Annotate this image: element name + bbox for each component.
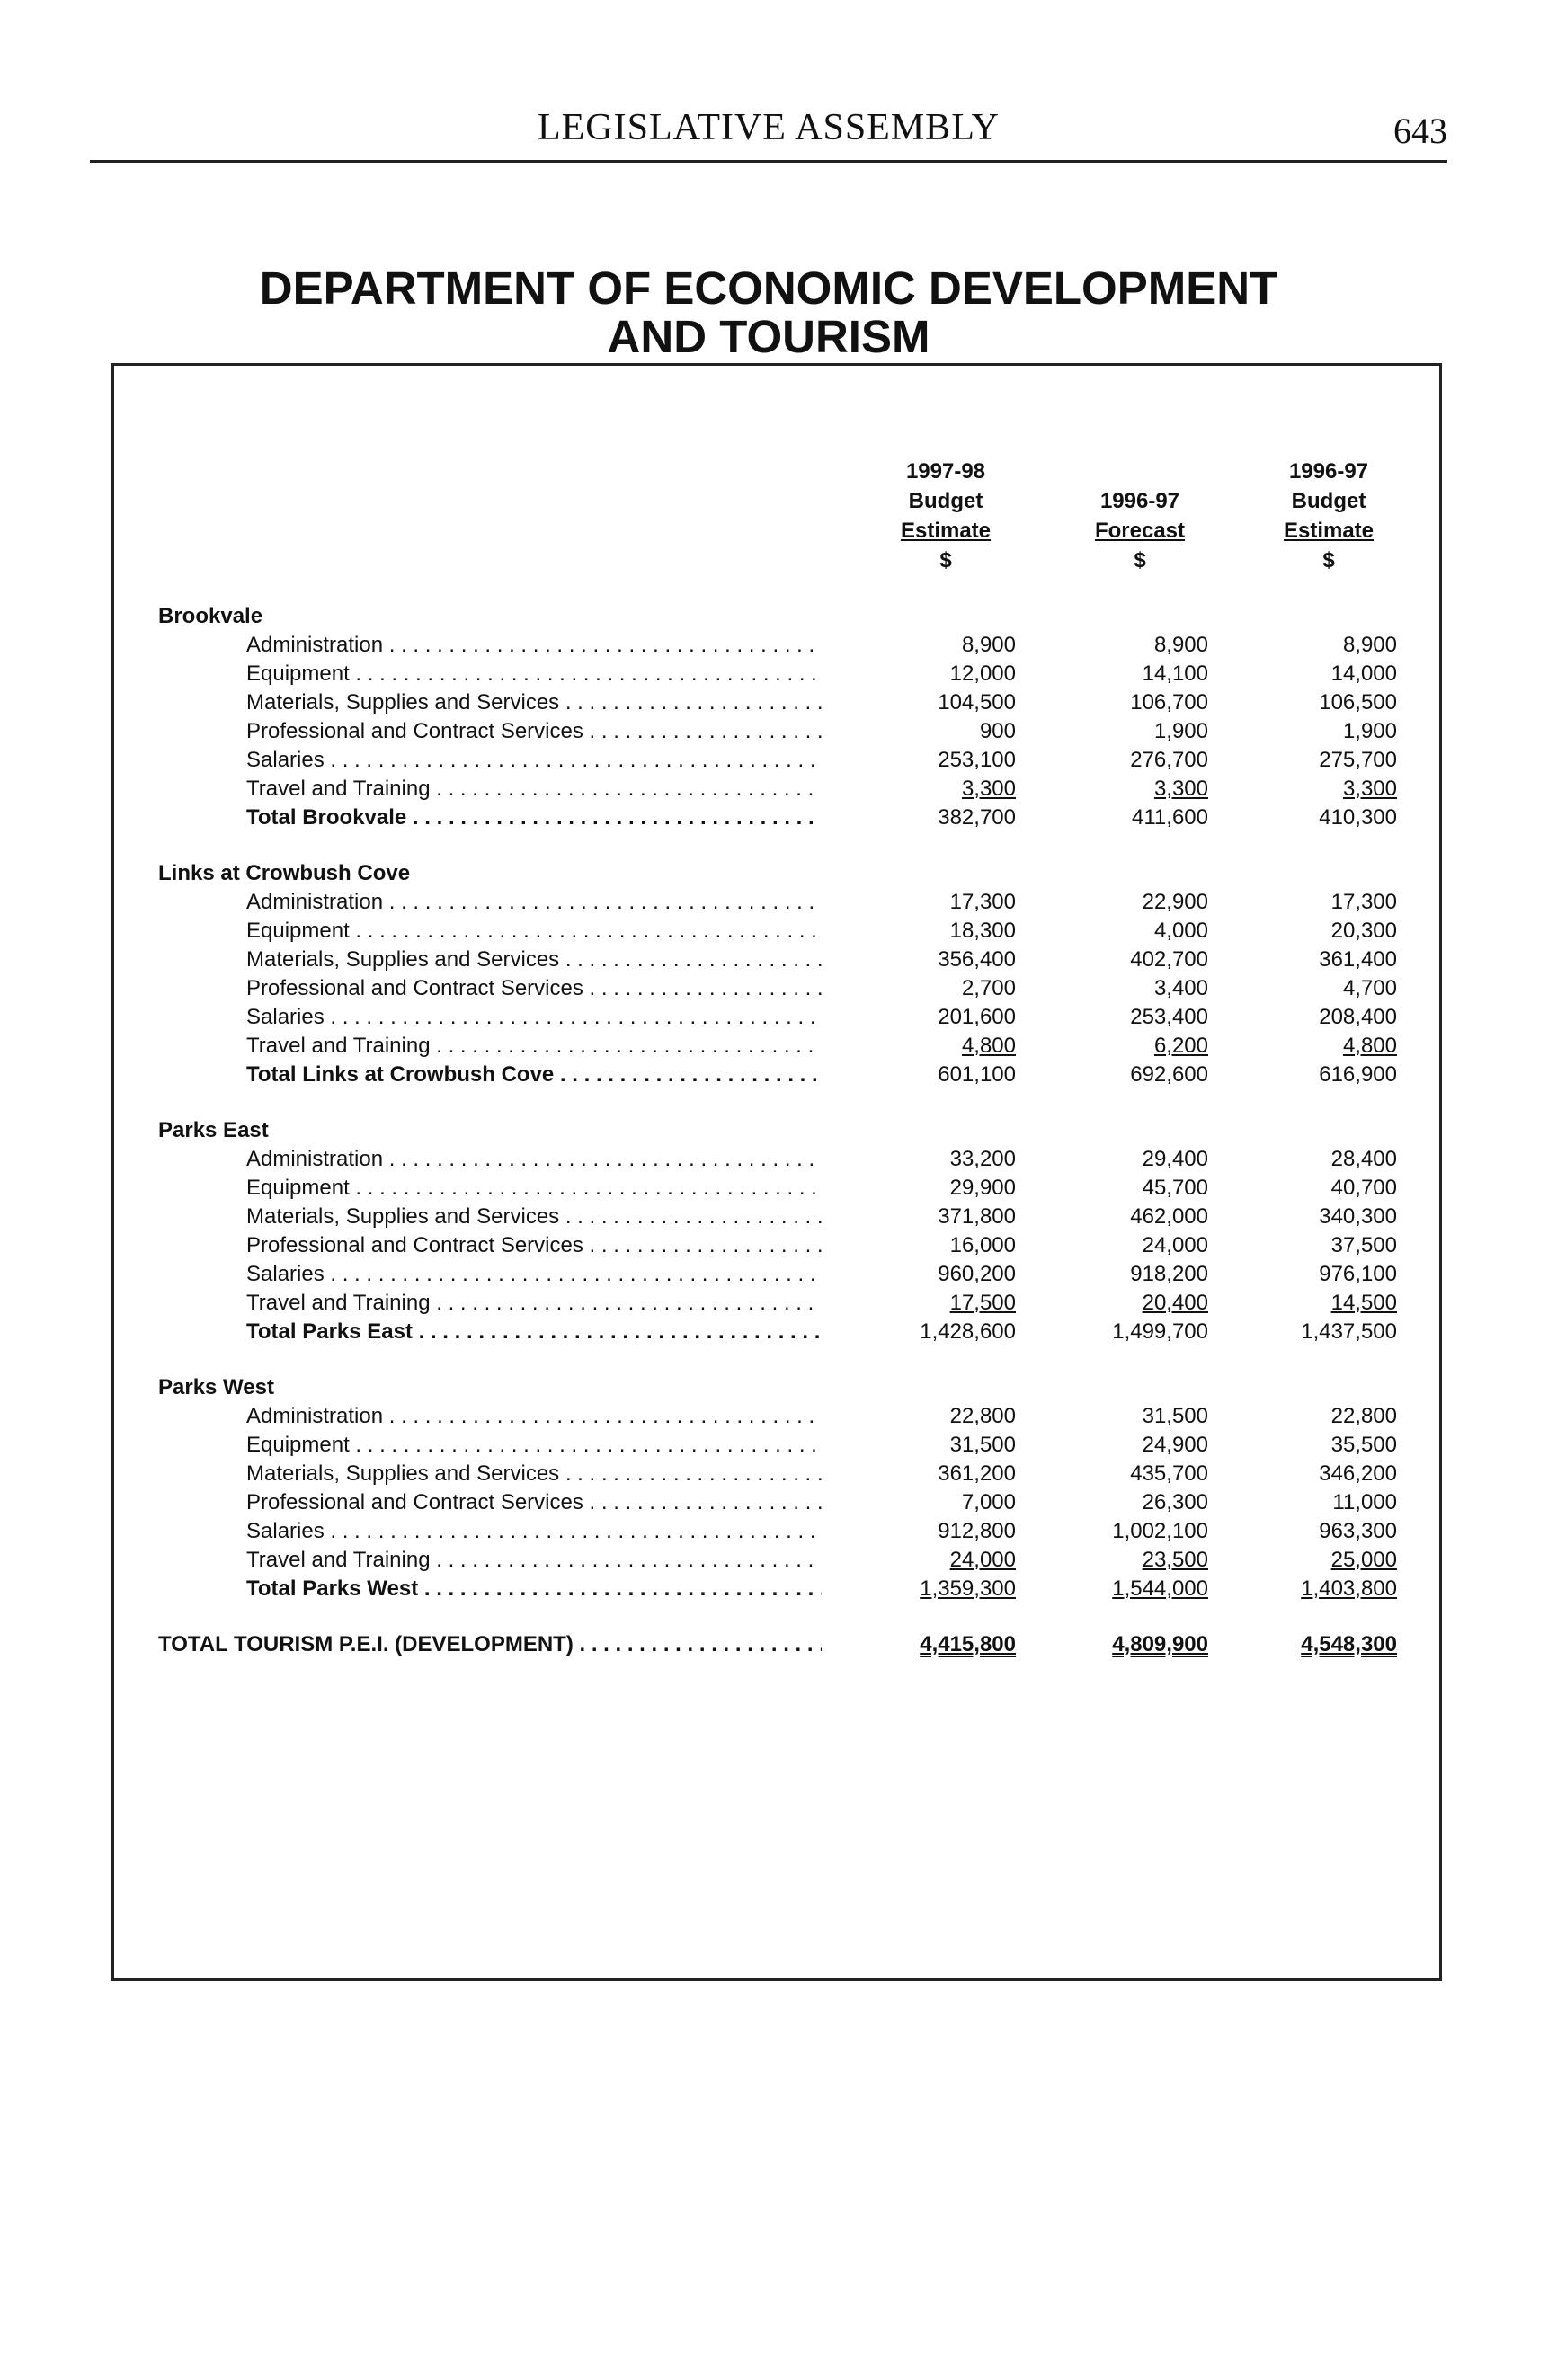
value-1996-97-forecast: 1,499,700 xyxy=(1112,1319,1208,1344)
table-row xyxy=(0,1145,1557,1174)
value-1996-97-forecast: 22,900 xyxy=(1142,890,1208,914)
row-label: Salaries . . . xyxy=(246,1003,822,1032)
column-header-line: Forecast xyxy=(1094,519,1186,543)
value-1996-97-budget: 22,800 xyxy=(1330,1404,1397,1428)
value-1996-97-forecast: 45,700 xyxy=(1142,1176,1208,1200)
value-1997-98-budget: 382,700 xyxy=(938,805,1016,830)
value-1996-97-budget: 4,700 xyxy=(1342,976,1397,1000)
value-1996-97-budget: 346,200 xyxy=(1319,1461,1397,1486)
value-1997-98-budget: 960,200 xyxy=(938,1262,1016,1286)
value-1996-97-budget: 25,000 xyxy=(1330,1548,1397,1572)
table-row xyxy=(0,1546,1557,1575)
row-label: Total Parks East . . . xyxy=(246,1318,822,1346)
value-1996-97-budget: 11,000 xyxy=(1332,1490,1397,1514)
column-header-line: 1996-97 xyxy=(1288,459,1369,484)
column-header-line: 1997-98 xyxy=(905,459,986,484)
row-label: Salaries . . . xyxy=(246,746,822,775)
table-row xyxy=(0,917,1557,946)
row-label: Equipment . . . xyxy=(246,917,822,946)
value-1996-97-forecast: 4,000 xyxy=(1153,919,1208,943)
value-1997-98-budget: 17,500 xyxy=(949,1291,1016,1315)
table-row xyxy=(0,888,1557,917)
value-1997-98-budget: 7,000 xyxy=(961,1490,1016,1514)
value-1996-97-forecast: 106,700 xyxy=(1130,690,1208,715)
value-1996-97-forecast: 253,400 xyxy=(1130,1005,1208,1029)
value-1997-98-budget: 601,100 xyxy=(938,1062,1016,1087)
row-label: Salaries . . . xyxy=(246,1517,822,1546)
table-row xyxy=(0,1003,1557,1032)
row-label: Materials, Supplies and Services . . . xyxy=(246,1203,822,1231)
value-1996-97-forecast: 462,000 xyxy=(1130,1204,1208,1229)
table-row xyxy=(0,1032,1557,1061)
table-row xyxy=(0,946,1557,974)
column-header-line: 1996-97 xyxy=(1099,489,1180,513)
row-label: Travel and Training . . . xyxy=(246,775,822,804)
table-row xyxy=(0,1517,1557,1546)
value-1996-97-budget: 28,400 xyxy=(1330,1147,1397,1171)
column-header-1997-98-budget xyxy=(847,457,1045,575)
value-1996-97-forecast: 29,400 xyxy=(1142,1147,1208,1171)
value-1996-97-budget: 35,500 xyxy=(1330,1433,1397,1457)
value-1996-97-forecast: 31,500 xyxy=(1142,1404,1208,1428)
value-1997-98-budget: 4,415,800 xyxy=(920,1632,1016,1656)
value-1996-97-forecast: 918,200 xyxy=(1130,1262,1208,1286)
page-number: 643 xyxy=(1393,111,1447,151)
value-1997-98-budget: 201,600 xyxy=(938,1005,1016,1029)
total-row xyxy=(0,1575,1557,1603)
row-label: Materials, Supplies and Services . . . xyxy=(246,1460,822,1488)
table-row xyxy=(0,688,1557,717)
value-1997-98-budget: 3,300 xyxy=(961,777,1016,801)
value-1997-98-budget: 1,428,600 xyxy=(920,1319,1016,1344)
row-label: Materials, Supplies and Services . . . xyxy=(246,688,822,717)
column-header-line: Estimate xyxy=(1283,519,1375,543)
column-header-line xyxy=(1041,457,1239,486)
value-1997-98-budget: 900 xyxy=(979,719,1016,743)
row-label: Equipment . . . xyxy=(246,660,822,688)
row-label: Administration . . . xyxy=(246,1145,822,1174)
section-heading: Parks East xyxy=(158,1118,269,1142)
table-row xyxy=(0,1260,1557,1289)
value-1997-98-budget: 912,800 xyxy=(938,1519,1016,1543)
row-label: Equipment . . . xyxy=(246,1174,822,1203)
row-label: Total Parks West . . . xyxy=(246,1575,822,1603)
value-1996-97-budget: 14,500 xyxy=(1330,1291,1397,1315)
value-1996-97-forecast: 3,300 xyxy=(1153,777,1208,801)
value-1997-98-budget: 8,900 xyxy=(961,633,1016,657)
value-1997-98-budget: 12,000 xyxy=(949,662,1016,686)
value-1996-97-budget: 1,900 xyxy=(1342,719,1397,743)
value-1996-97-forecast: 23,500 xyxy=(1142,1548,1208,1572)
table-row xyxy=(0,1174,1557,1203)
value-1996-97-budget: 410,300 xyxy=(1319,805,1397,830)
value-1997-98-budget: 361,200 xyxy=(938,1461,1016,1486)
value-1996-97-budget: 4,800 xyxy=(1342,1034,1397,1058)
value-1996-97-forecast: 402,700 xyxy=(1130,947,1208,972)
value-1996-97-budget: 208,400 xyxy=(1319,1005,1397,1029)
value-1996-97-budget: 8,900 xyxy=(1342,633,1397,657)
value-1997-98-budget: 22,800 xyxy=(949,1404,1016,1428)
row-label: Professional and Contract Services . . . xyxy=(246,1231,822,1260)
running-header xyxy=(90,106,1447,163)
department-title-line2: AND TOURISM xyxy=(607,311,930,362)
department-title-line1: DEPARTMENT OF ECONOMIC DEVELOPMENT xyxy=(259,262,1278,314)
value-1997-98-budget: 104,500 xyxy=(938,690,1016,715)
table-row xyxy=(0,717,1557,746)
grand-total-row xyxy=(0,1630,1557,1659)
value-1997-98-budget: 17,300 xyxy=(949,890,1016,914)
row-label: Travel and Training . . . xyxy=(246,1546,822,1575)
value-1996-97-budget: 275,700 xyxy=(1319,748,1397,772)
value-1996-97-forecast: 24,900 xyxy=(1142,1433,1208,1457)
table-row xyxy=(0,1431,1557,1460)
value-1997-98-budget: 24,000 xyxy=(949,1548,1016,1572)
value-1997-98-budget: 29,900 xyxy=(949,1176,1016,1200)
row-label: TOTAL TOURISM P.E.I. (DEVELOPMENT) . . . xyxy=(158,1630,822,1659)
value-1996-97-forecast: 435,700 xyxy=(1130,1461,1208,1486)
table-row xyxy=(0,974,1557,1003)
value-1997-98-budget: 1,359,300 xyxy=(920,1576,1016,1601)
value-1996-97-budget: 106,500 xyxy=(1319,690,1397,715)
value-1996-97-budget: 14,000 xyxy=(1330,662,1397,686)
value-1996-97-forecast: 692,600 xyxy=(1130,1062,1208,1087)
value-1996-97-budget: 40,700 xyxy=(1330,1176,1397,1200)
section-heading: Links at Crowbush Cove xyxy=(158,861,411,885)
table-row xyxy=(0,1460,1557,1488)
value-1996-97-budget: 17,300 xyxy=(1330,890,1397,914)
value-1996-97-forecast: 411,600 xyxy=(1132,805,1208,830)
value-1996-97-budget: 4,548,300 xyxy=(1301,1632,1397,1656)
value-1997-98-budget: 33,200 xyxy=(949,1147,1016,1171)
value-1996-97-forecast: 1,900 xyxy=(1153,719,1208,743)
row-label: Professional and Contract Services . . . xyxy=(246,974,822,1003)
row-label: Professional and Contract Services . . . xyxy=(246,1488,822,1517)
value-1996-97-forecast: 6,200 xyxy=(1153,1034,1208,1058)
value-1997-98-budget: 356,400 xyxy=(938,947,1016,972)
table-row xyxy=(0,746,1557,775)
row-label: Materials, Supplies and Services . . . xyxy=(246,946,822,974)
table-row xyxy=(0,660,1557,688)
value-1996-97-forecast: 14,100 xyxy=(1142,662,1208,686)
table-row xyxy=(0,775,1557,804)
column-header-line: Budget xyxy=(908,489,983,513)
row-label: Total Brookvale . . . xyxy=(246,804,822,832)
value-1996-97-forecast: 8,900 xyxy=(1153,633,1208,657)
row-label: Travel and Training . . . xyxy=(246,1032,822,1061)
column-header-unit: $ xyxy=(939,548,952,573)
column-header-line: Budget xyxy=(1291,489,1366,513)
table-row xyxy=(0,1402,1557,1431)
value-1996-97-forecast: 276,700 xyxy=(1130,748,1208,772)
value-1997-98-budget: 18,300 xyxy=(949,919,1016,943)
row-label: Travel and Training . . . xyxy=(246,1289,822,1318)
value-1996-97-forecast: 26,300 xyxy=(1142,1490,1208,1514)
value-1996-97-budget: 1,437,500 xyxy=(1301,1319,1397,1344)
value-1996-97-budget: 3,300 xyxy=(1342,777,1397,801)
table-row xyxy=(0,1488,1557,1517)
value-1996-97-forecast: 20,400 xyxy=(1142,1291,1208,1315)
total-row xyxy=(0,1318,1557,1346)
value-1997-98-budget: 4,800 xyxy=(961,1034,1016,1058)
row-label: Professional and Contract Services . . . xyxy=(246,717,822,746)
table-row xyxy=(0,631,1557,660)
table-row xyxy=(0,1289,1557,1318)
value-1996-97-forecast: 24,000 xyxy=(1142,1233,1208,1257)
value-1996-97-budget: 963,300 xyxy=(1319,1519,1397,1543)
value-1996-97-budget: 20,300 xyxy=(1330,919,1397,943)
column-header-unit: $ xyxy=(1134,548,1146,573)
value-1996-97-budget: 37,500 xyxy=(1330,1233,1397,1257)
value-1997-98-budget: 16,000 xyxy=(949,1233,1016,1257)
value-1996-97-forecast: 1,002,100 xyxy=(1112,1519,1208,1543)
value-1996-97-budget: 340,300 xyxy=(1319,1204,1397,1229)
row-label: Administration . . . xyxy=(246,1402,822,1431)
column-header-1996-97-budget xyxy=(1230,457,1428,575)
value-1997-98-budget: 31,500 xyxy=(949,1433,1016,1457)
value-1996-97-budget: 1,403,800 xyxy=(1301,1576,1397,1601)
value-1997-98-budget: 253,100 xyxy=(938,748,1016,772)
running-title: LEGISLATIVE ASSEMBLY xyxy=(538,107,1000,148)
value-1996-97-budget: 361,400 xyxy=(1319,947,1397,972)
row-label: Administration . . . xyxy=(246,631,822,660)
value-1996-97-forecast: 3,400 xyxy=(1153,976,1208,1000)
row-label: Administration . . . xyxy=(246,888,822,917)
section-heading: Parks West xyxy=(158,1375,274,1399)
row-label: Total Links at Crowbush Cove . . . xyxy=(246,1061,822,1089)
value-1997-98-budget: 371,800 xyxy=(938,1204,1016,1229)
column-header-unit: $ xyxy=(1322,548,1335,573)
table-row xyxy=(0,1203,1557,1231)
total-row xyxy=(0,1061,1557,1089)
value-1996-97-budget: 616,900 xyxy=(1319,1062,1397,1087)
total-row xyxy=(0,804,1557,832)
table-row xyxy=(0,1231,1557,1260)
value-1996-97-budget: 976,100 xyxy=(1319,1262,1397,1286)
column-header-line: Estimate xyxy=(900,519,992,543)
row-label: Equipment . . . xyxy=(246,1431,822,1460)
value-1996-97-forecast: 4,809,900 xyxy=(1112,1632,1208,1656)
value-1996-97-forecast: 1,544,000 xyxy=(1112,1576,1208,1601)
column-header-1996-97-forecast xyxy=(1041,457,1239,575)
row-label: Salaries . . . xyxy=(246,1260,822,1289)
value-1997-98-budget: 2,700 xyxy=(961,976,1016,1000)
section-heading: Brookvale xyxy=(158,604,263,628)
